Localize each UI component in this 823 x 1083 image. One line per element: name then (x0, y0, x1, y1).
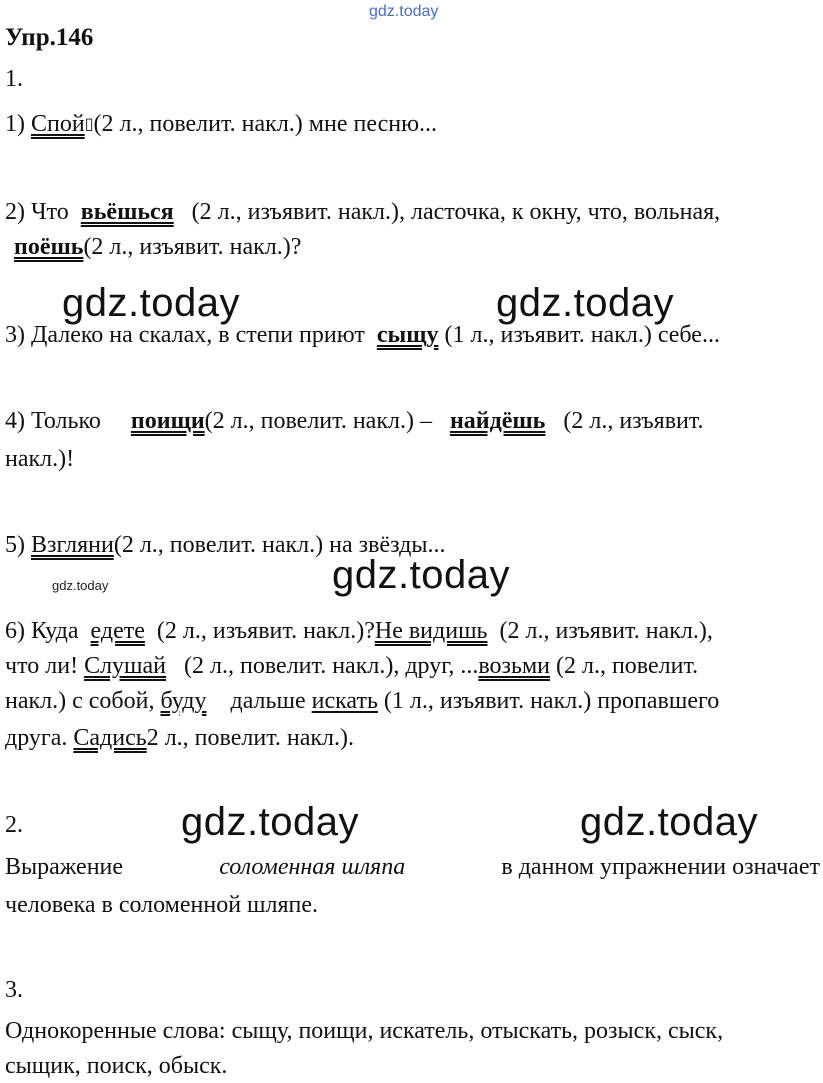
sentence-4-line2: накл.)! (5, 446, 75, 472)
sentence-number: 1) (5, 111, 25, 137)
sentence-4-line1 (5, 406, 704, 436)
sentence-text: что ли! (5, 653, 79, 679)
page-title: Упр.146 (5, 24, 94, 51)
sentence-text: (2 л., повелит. (555, 653, 699, 679)
sentence-5 (5, 530, 445, 560)
watermark-big-4: gdz.today (181, 800, 359, 844)
sentence-number: 5) (5, 532, 25, 558)
sentence-6-line4 (5, 723, 354, 753)
verb-iskat: искать (311, 688, 378, 714)
placeholder-box-icon: ▯ (84, 116, 94, 133)
sentence-text: (2 л., изъявит. накл.)? (83, 234, 302, 260)
part2-label: 2. (5, 812, 23, 838)
part1-label: 1. (5, 66, 23, 92)
sentence-text: 3) Далеко на скалах, в степи приют (5, 322, 365, 348)
sentence-2-line1 (5, 197, 720, 227)
sentence-text: (1 л., изъявит. накл.) пропавшего (383, 688, 720, 714)
verb-vyoshsya: вьёшься (80, 199, 174, 225)
verb-slushay: Слушай (84, 653, 167, 679)
phrase-solomennaya-shlyapa: соломенная шляпа (219, 854, 406, 880)
sentence-2-line2 (14, 232, 301, 262)
sentence-number: 6) Куда (5, 618, 79, 644)
verb-ne-vidish: Не видишь (374, 618, 488, 644)
verb-vzglyani: Взгляни (31, 532, 114, 558)
sentence-number: 2) Что (5, 199, 69, 225)
sentence-text: (2 л., повелит. накл.) мне песню... (93, 111, 438, 137)
verb-vozmi: возьми (478, 653, 550, 679)
part2-word: Выражение (5, 854, 124, 880)
sentence-text: друга. (5, 725, 68, 751)
watermark-tiny: gdz.today (52, 578, 109, 593)
verb-poyosh: поёшь (14, 234, 84, 260)
sentence-3 (5, 320, 720, 350)
sentence-text: (2 л., изъявит. (563, 408, 704, 434)
watermark-big-2: gdz.today (496, 281, 674, 325)
verb-spoi: Спой (31, 111, 85, 137)
verb-naydyosh: найдёшь (449, 408, 546, 434)
sentence-text: (2 л., повелит. накл.) – (204, 408, 432, 434)
sentence-6-line1 (5, 616, 713, 646)
watermark-big-3: gdz.today (332, 553, 510, 597)
sentence-text: дальше (230, 688, 306, 714)
sentence-text: (2 л., повелит. накл.) на звёзды... (113, 532, 446, 558)
sentence-number: 4) Только (5, 408, 101, 434)
sentence-6-line3 (5, 686, 719, 716)
sentence-6-line2 (5, 651, 698, 681)
watermark-big-1: gdz.today (62, 281, 240, 325)
watermark-top: gdz.today (369, 3, 439, 20)
sentence-text: 2 л., повелит. накл.). (146, 725, 354, 751)
part2-text: в данном упражнении означает (501, 854, 820, 880)
part3-line1: Однокоренные слова: сыщу, поищи, искатель, отыскать, розыск, сыск, (5, 1018, 724, 1044)
part3-line2: сыщик, поиск, обыск. (5, 1053, 228, 1079)
watermark-big-5: gdz.today (580, 800, 758, 844)
sentence-text: (2 л., изъявит. накл.), ласточка, к окну, что, вольная, (191, 199, 721, 225)
sentence-text: (2 л., изъявит. накл.)? (156, 618, 375, 644)
sentence-1 (5, 109, 437, 140)
verb-edete: едете (90, 618, 145, 644)
verb-syshchu: сыщу (376, 322, 439, 348)
sentence-text: (2 л., повелит. накл.), друг, ... (184, 653, 479, 679)
sentence-text: накл.) с собой, (5, 688, 155, 714)
part2-line1 (5, 852, 820, 882)
verb-budu: буду (160, 688, 207, 714)
part3-label: 3. (5, 977, 23, 1003)
verb-sadis: Садись (73, 725, 147, 751)
verb-poishchi: поищи (130, 408, 205, 434)
sentence-text: (1 л., изъявит. накл.) себе... (444, 322, 720, 348)
sentence-text: (2 л., изъявит. накл.), (499, 618, 713, 644)
part2-line2: человека в соломенной шляпе. (5, 892, 319, 918)
